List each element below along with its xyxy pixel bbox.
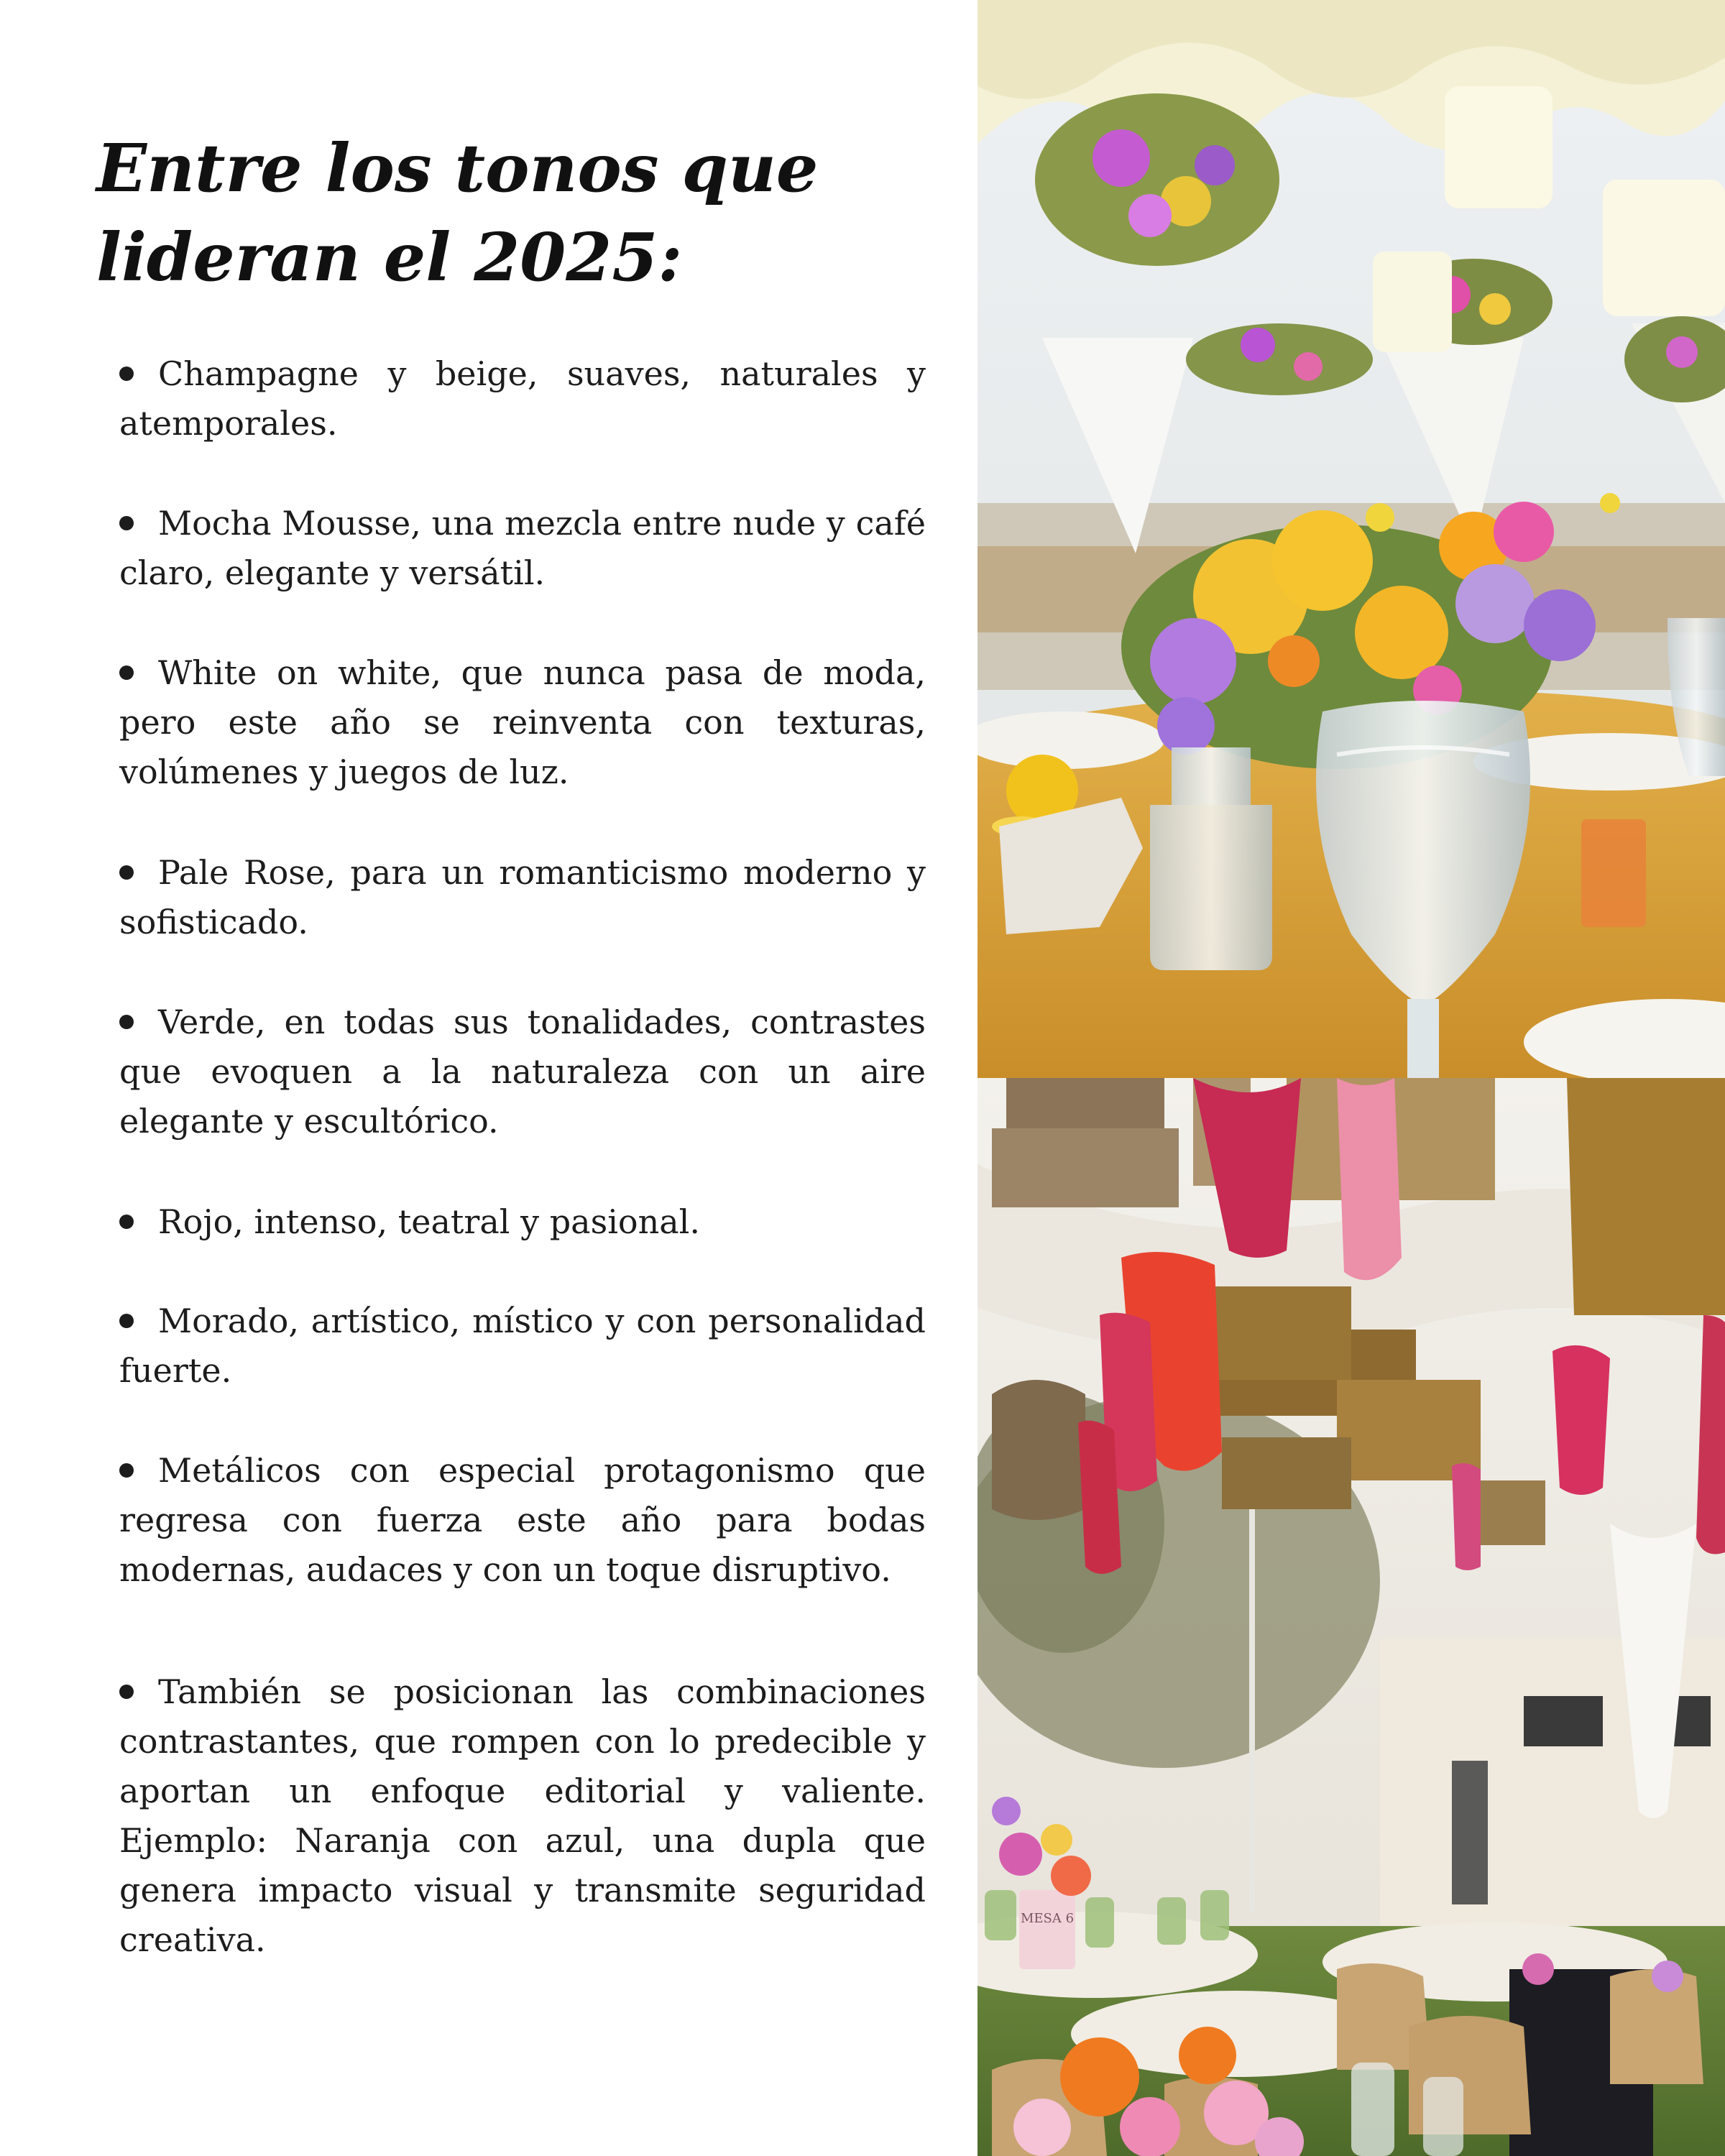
bullet-dot-icon: [119, 665, 134, 680]
list-item-text: Rojo, intenso, teatral y pasional.: [158, 1202, 700, 1241]
list-item: [119, 848, 926, 947]
list-item-text: White on white, que nunca pasa de moda, pero este año se reinventa con texturas, volúmenes y juegos de luz.: [119, 653, 926, 791]
bullet-dot-icon: [119, 1215, 134, 1229]
list-item: [119, 998, 926, 1146]
floral-tablescape-image: [978, 0, 1725, 1078]
bullet-dot-icon: [119, 865, 134, 880]
page-title-line-2: lideran el 2025:: [96, 218, 683, 296]
list-item-text: Mocha Mousse, una mezcla entre nude y café claro, elegante y versátil.: [119, 504, 926, 592]
bullet-dot-icon: [119, 1463, 134, 1478]
page-title: [96, 124, 923, 302]
list-item-text: Champagne y beige, suaves, naturales y atemporales.: [119, 354, 926, 443]
list-item-text: También se posicionan las combinaciones contrastantes, que rompen con lo predecible y aportan un enfoque editorial y valiente. Ejemplo: Naranja con azul, una dupla que genera impacto visual y transmite seguridad creativa.: [119, 1672, 926, 1959]
photo-floral-tablescape: [978, 0, 1725, 1078]
bullet-dot-icon: [119, 1314, 134, 1328]
page-title-line-1: Entre los tonos que: [96, 129, 819, 207]
table-number-sign: [1019, 1890, 1075, 1969]
photo-fringe-lamps-garden: [978, 1078, 1725, 2156]
table-number-sign-text: MESA 6: [1020, 1911, 1075, 1926]
bullet-dot-icon: [119, 1685, 134, 1699]
list-item: [119, 1446, 926, 1595]
list-item: [119, 349, 926, 448]
list-item-text: Pale Rose, para un romanticismo moderno y sofisticado.: [119, 853, 926, 941]
bullet-dot-icon: [119, 367, 134, 381]
list-item-text: Morado, artístico, místico y con personalidad fuerte.: [119, 1302, 926, 1390]
list-item: [119, 499, 926, 598]
bullet-dot-icon: [119, 516, 134, 530]
list-item: [119, 1296, 926, 1396]
list-item: [119, 1667, 926, 1965]
list-item-text: Verde, en todas sus tonalidades, contrastes que evoquen a la naturaleza con un aire elegante y escultórico.: [119, 1003, 926, 1141]
fringe-lamps-garden-image: [978, 1078, 1725, 2156]
list-item: [119, 1197, 926, 1247]
list-item: [119, 648, 926, 797]
bullet-dot-icon: [119, 1015, 134, 1029]
list-item-text: Metálicos con especial protagonismo que regresa con fuerza este año para bodas modernas, audaces y con un toque disruptivo.: [119, 1451, 926, 1589]
